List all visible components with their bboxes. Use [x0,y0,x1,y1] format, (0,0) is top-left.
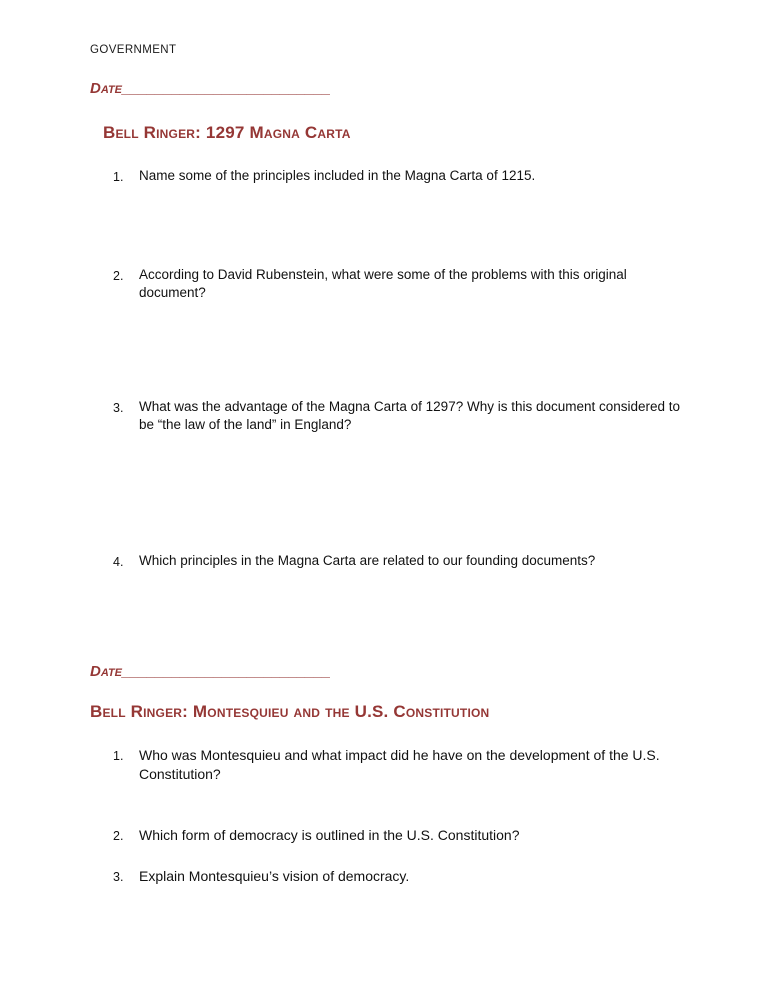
question-row [90,552,688,571]
question-list [90,167,688,571]
date-field [90,80,688,97]
question-list [90,746,688,886]
question-number: 3. [113,401,124,415]
question-text: Explain Montesquieu’s vision of democracy. [139,868,410,884]
date-blank-line: _________________________ [122,663,331,680]
date-label: Date [90,663,123,680]
question-text: Who was Montesquieu and what impact did he have on the development of the U.S. Constitution? [139,747,660,782]
date-field [90,663,688,680]
question-number: 1. [113,749,124,763]
section-magna-carta [90,80,688,571]
question-number: 3. [113,870,124,884]
question-row [90,746,688,784]
question-text: According to David Rubenstein, what were some of the problems with this original document? [139,267,627,300]
question-row [90,826,688,845]
question-number: 1. [113,170,124,184]
section-title-magna-carta: Bell Ringer: 1297 Magna Carta [103,123,351,142]
question-text: What was the advantage of the Magna Carta of 1297? Why is this document considered to be “the law of the land” in England? [139,399,681,432]
question-row [90,266,688,302]
question-number: 4. [113,555,124,569]
question-number: 2. [113,269,124,283]
question-number: 2. [113,829,124,843]
course-label: GOVERNMENT [90,44,177,56]
question-text: Which principles in the Magna Carta are related to our founding documents? [139,553,596,568]
date-blank-line: _________________________ [122,80,331,97]
section-title-montesquieu: Bell Ringer: Montesquieu and the U.S. Constitution [90,702,490,721]
question-text: Which form of democracy is outlined in the U.S. Constitution? [139,827,520,843]
question-row [90,167,688,186]
date-label: Date [90,80,123,97]
question-row [90,867,688,886]
section-montesquieu [90,663,688,886]
question-row [90,398,688,434]
question-text: Name some of the principles included in the Magna Carta of 1215. [139,168,536,183]
